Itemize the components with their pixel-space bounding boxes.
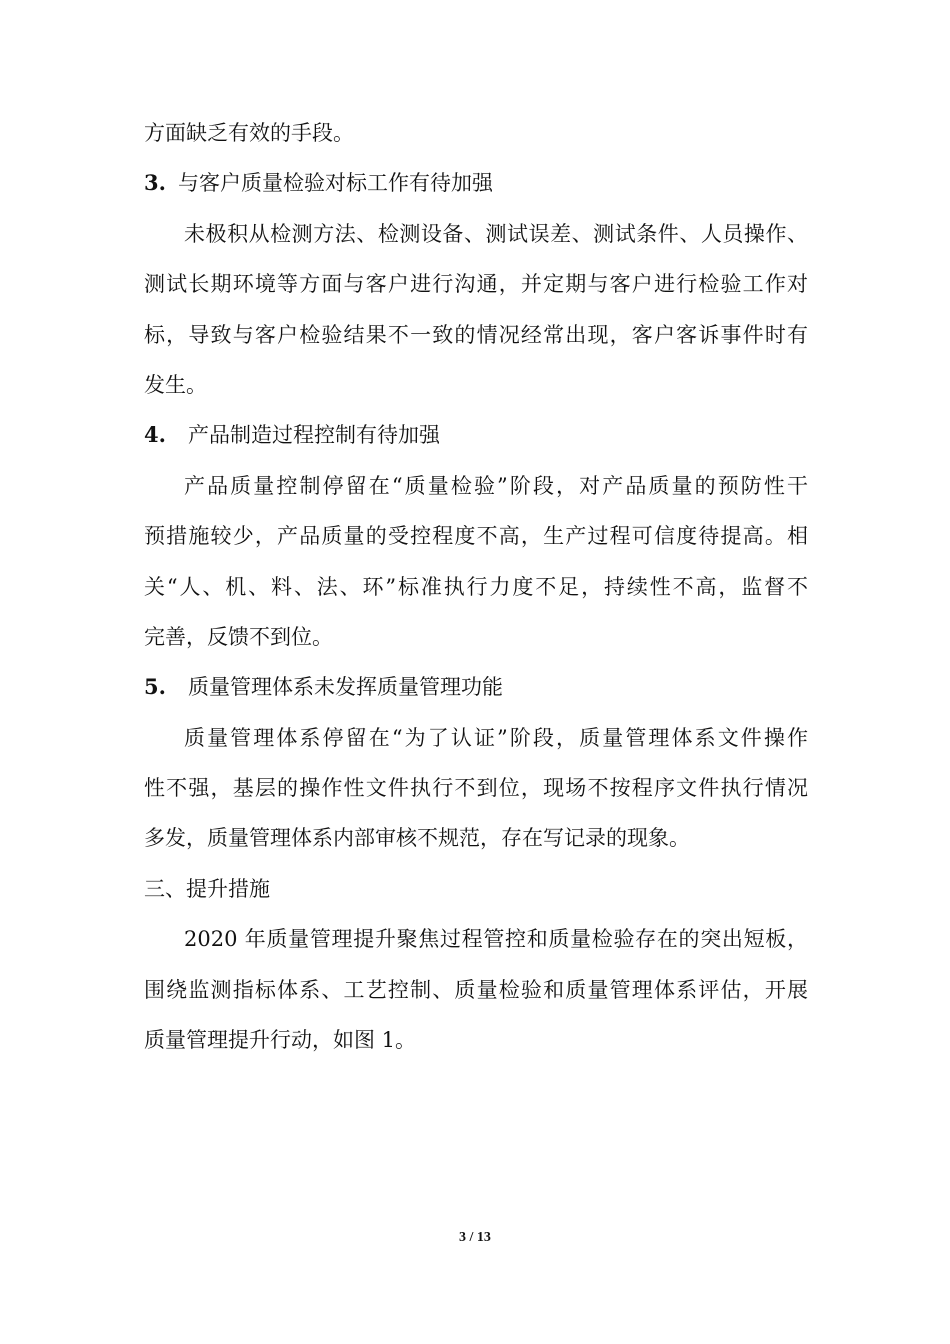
- paragraph-line: 未极积从检测方法、检测设备、测试误差、测试条件、人员操作、: [184, 221, 808, 246]
- heading-text: 与客户质量检验对标工作有待加强: [178, 171, 493, 196]
- paragraph-line: 预措施较少，产品质量的受控程度不高，生产过程可信度待提高。相: [144, 524, 808, 549]
- heading-text: 质量管理体系未发挥质量管理功能: [188, 675, 503, 700]
- paragraph-line: 围绕监测指标体系、工艺控制、质量检验和质量管理体系评估，开展: [144, 977, 808, 1002]
- document-body: [144, 112, 808, 1069]
- paragraph-line: 2020 年质量管理提升聚焦过程管控和质量检验存在的突出短板，: [184, 927, 808, 952]
- paragraph-line: 关“人、机、料、法、环”标准执行力度不足，持续性不高，监督不: [144, 574, 808, 599]
- page-number: 3 / 13: [459, 1230, 491, 1245]
- heading-number: 4.: [144, 422, 166, 448]
- section-heading-3: [144, 162, 808, 204]
- paragraph-line: 质量管理提升行动，如图 1。: [144, 1028, 417, 1053]
- section-title: 三、提升措施: [144, 876, 270, 901]
- paragraph-line: 发生。: [144, 372, 207, 397]
- paragraph-line: 测试长期环境等方面与客户进行沟通，并定期与客户进行检验工作对: [144, 272, 808, 297]
- heading-number: 3.: [144, 170, 166, 196]
- paragraph-line: 产品质量控制停留在“质量检验”阶段，对产品质量的预防性干: [184, 473, 808, 498]
- section-heading-5: [144, 666, 808, 708]
- section-heading-4: [144, 414, 808, 456]
- heading-text: 产品制造过程控制有待加强: [188, 423, 440, 448]
- paragraph-line: 质量管理体系停留在“为了认证”阶段，质量管理体系文件操作: [184, 725, 808, 750]
- paragraph-line: 标，导致与客户检验结果不一致的情况经常出现，客户客诉事件时有: [144, 322, 808, 347]
- paragraph-line: 完善，反馈不到位。: [144, 624, 333, 649]
- paragraph-line: 方面缺乏有效的手段。: [144, 121, 354, 145]
- paragraph-line: 性不强，基层的操作性文件执行不到位，现场不按程序文件执行情况: [144, 776, 808, 801]
- paragraph-line: 多发，质量管理体系内部审核不规范，存在写记录的现象。: [144, 826, 690, 851]
- heading-number: 5.: [144, 674, 166, 700]
